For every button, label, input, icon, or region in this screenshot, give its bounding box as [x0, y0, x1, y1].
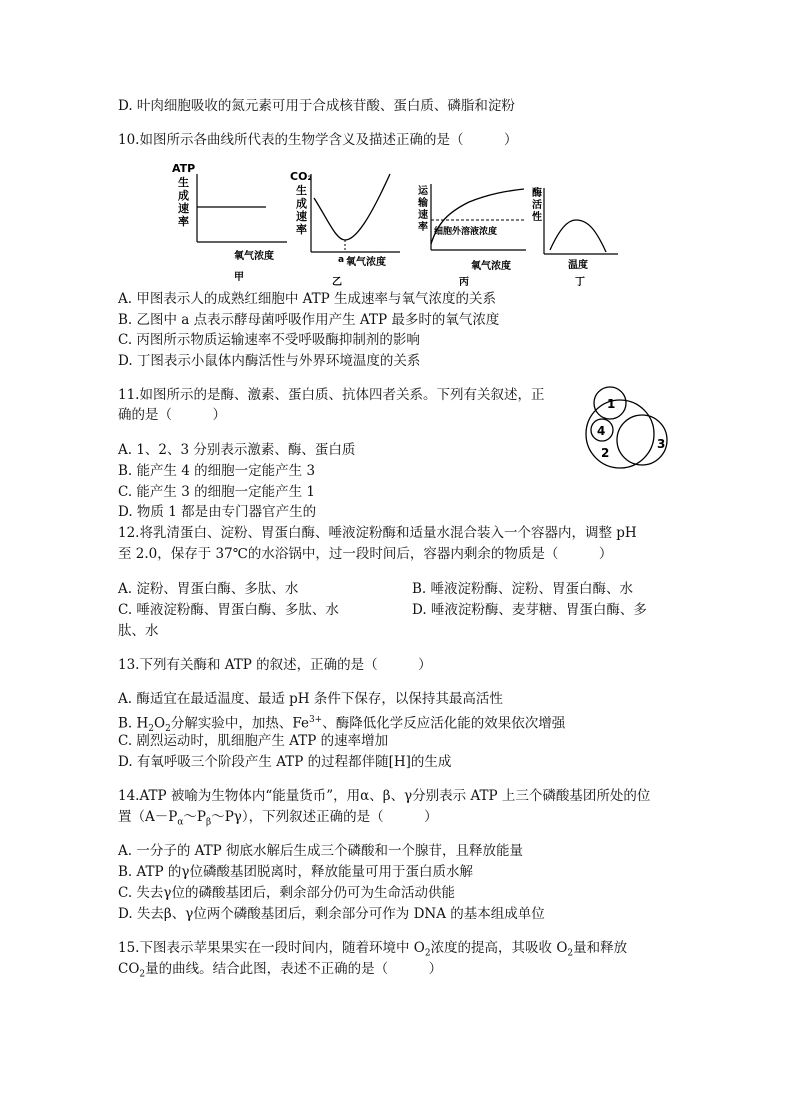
graph-jia-ylabel-1: ATP: [172, 162, 196, 175]
q14-option-d: D. 失去β、γ位两个磷酸基团后，剩余部分可作为 DNA 的基本组成单位: [118, 906, 545, 922]
graph-bing-ref-label: 细胞外溶液浓度: [434, 227, 498, 237]
graph-jia-ylabel-3: 成: [178, 189, 189, 202]
q14-option-b: B. ATP 的γ位磷酸基团脱离时，释放能量可用于蛋白质水解: [118, 864, 473, 880]
q15-s2-pre: CO: [118, 961, 140, 977]
q15-s1-pre: 15.下图表示苹果果实在一段时间内，随着环境中 O: [118, 940, 425, 956]
graph-jia-ylabel-5: 率: [178, 215, 189, 228]
q11-option-c: C. 能产生 3 的细胞一定能产生 1: [118, 484, 315, 500]
graph-yi-point-a: a: [338, 255, 345, 265]
q12-stem-line2: 至 2.0，保存于 37℃的水浴锅中，过一段时间后，容器内剩余的物质是（ ）: [118, 546, 613, 562]
q11-stem-line1: 11.如图所示的是酶、激素、蛋白质、抗体四者关系。下列有关叙述，正: [118, 387, 545, 403]
q13-option-c: C. 剧烈运动时，肌细胞产生 ATP 的速率增加: [118, 733, 389, 749]
graph-ding-xlabel: 温度: [568, 260, 588, 271]
q9-option-d: D. 叶肉细胞吸收的氮元素可用于合成核苷酸、蛋白质、磷脂和淀粉: [118, 98, 515, 114]
q10-option-c: C. 丙图所示物质运输速率不受呼吸酶抑制剂的影响: [118, 332, 420, 348]
q14-s2-mid1: ～P: [183, 809, 207, 825]
graph-bing: [414, 182, 529, 296]
graph-jia-ylabel-2: 生: [178, 176, 189, 189]
graph-bing-ylabel-3: 速: [418, 210, 428, 221]
graph-yi-ylabel-2: 生: [296, 184, 307, 197]
q11-stem-line2: 确的是（ ）: [118, 407, 226, 423]
q13-b-mid2: 分解实验中，加热、Fe: [170, 715, 309, 732]
q12-option-d-line1: D. 唾液淀粉酶、麦芽糖、胃蛋白酶、多: [412, 602, 647, 618]
q12-option-a: A. 淀粉、胃蛋白酶、多肽、水: [118, 581, 299, 597]
venn-label-4: 4: [597, 424, 606, 438]
graph-bing-xlabel: 氧气浓度: [471, 261, 511, 272]
graph-ding: [528, 184, 623, 296]
q14-stem-line1: 14.ATP 被喻为生物体内“能量货币”，用α、β、γ分别表示 ATP 上三个磷酸基团所处的位: [118, 788, 651, 804]
q13-b-mid: O: [154, 715, 166, 732]
graph-yi-ylabel-4: 速: [296, 210, 307, 223]
q13-b-sub1: 2: [148, 724, 155, 735]
q11-option-a: A. 1、2、3 分别表示激素、酶、蛋白质: [118, 442, 356, 458]
graph-ding-caption: 丁: [575, 277, 585, 288]
graph-jia-caption: 甲: [234, 272, 244, 283]
graph-ding-curve: [550, 220, 606, 252]
q12-option-d-line2: 肽、水: [118, 623, 159, 639]
q10-option-a: A. 甲图表示人的成熟红细胞中 ATP 生成速率与氧气浓度的关系: [118, 291, 497, 307]
graph-bing-ylabel-4: 率: [418, 222, 428, 233]
graph-yi-ylabel-3: 成: [296, 197, 307, 210]
q14-stem-line2: [118, 808, 438, 832]
graph-bing-ylabel-1: 运: [418, 186, 428, 197]
q13-option-a: A. 酶适宜在最适温度、最适 pH 条件下保存，以保持其最高活性: [118, 691, 503, 707]
q15-s2-sub: 2: [139, 969, 146, 980]
q13-b-sub2: 2: [165, 724, 171, 735]
q10-option-b: B. 乙图中 a 点表示酵母菌呼吸作用产生 ATP 最多时的氧气浓度: [118, 312, 500, 328]
q15-s1-sub2: 2: [567, 948, 574, 959]
q11-option-d: D. 物质 1 都是由专门器官产生的: [118, 504, 317, 520]
q13-b-pre: B. H: [118, 715, 149, 732]
q13-b-post: 、酶降低化学反应活化能的效果依次增强: [322, 715, 566, 732]
q12-option-b: B. 唾液淀粉酶、淀粉、胃蛋白酶、水: [412, 581, 634, 597]
graph-bing-caption: 丙: [459, 277, 469, 288]
graph-yi-xlabel: 氧气浓度: [346, 257, 386, 268]
q15-s1-sub: 2: [424, 948, 431, 959]
q10-stem: 10.如图所示各曲线所代表的生物学含义及描述正确的是（ ）: [118, 132, 518, 148]
q15-s2-post: 量的曲线。结合此图，表述不正确的是（ ）: [145, 961, 443, 977]
q15-stem-line2: [118, 960, 442, 984]
q15-s1-end: 量和释放: [573, 940, 628, 956]
graph-bing-ylabel-2: 输: [418, 198, 428, 209]
q14-s2-mid2: ～Pγ），下列叙述正确的是（ ）: [211, 809, 438, 825]
q13-stem: 13.下列有关酶和 ATP 的叙述，正确的是（ ）: [118, 657, 432, 673]
graph-yi-caption: 乙: [332, 277, 342, 288]
graph-yi-ylabel-1: CO₂: [290, 170, 313, 183]
q14-s2-pre: 置（A－P: [118, 809, 178, 825]
venn-label-1: 1: [607, 397, 616, 411]
q14-s2-beta: β: [206, 817, 212, 828]
graph-jia: [172, 160, 292, 289]
graph-ding-ylabel-2: 活: [532, 200, 542, 211]
q14-option-c: C. 失去γ位的磷酸基团后，剩余部分仍可为生命活动供能: [118, 885, 455, 901]
graph-ding-ylabel-3: 性: [532, 212, 542, 223]
q11-option-b: B. 能产生 4 的细胞一定能产生 3: [118, 463, 316, 479]
q10-option-d: D. 丁图表示小鼠体内酶活性与外界环境温度的关系: [118, 353, 421, 369]
graph-yi-curve: [314, 174, 390, 240]
graph-jia-xlabel: 氧气浓度: [234, 251, 274, 262]
venn-label-3: 3: [657, 437, 666, 451]
graph-yi: [290, 168, 405, 297]
q12-option-c: C. 唾液淀粉酶、胃蛋白酶、多肽、水: [118, 602, 339, 618]
venn-diagram: [578, 382, 673, 481]
q12-stem-line1: 12.将乳清蛋白、淀粉、胃蛋白酶、唾液淀粉酶和适量水混合装入一个容器内，调整 pH: [118, 525, 637, 541]
graph-yi-ylabel-5: 率: [296, 223, 307, 236]
q13-b-sup: 3+: [308, 715, 323, 725]
graph-jia-ylabel-4: 速: [178, 202, 189, 215]
q13-option-d: D. 有氧呼吸三个阶段产生 ATP 的过程都伴随[H]的生成: [118, 754, 452, 770]
q15-s1-post: 浓度的提高，其吸收 O: [430, 940, 568, 956]
q14-option-a: A. 一分子的 ATP 彻底水解后生成三个磷酸和一个腺苷，且释放能量: [118, 843, 524, 859]
venn-label-2: 2: [601, 446, 610, 460]
graph-ding-ylabel-1: 酶: [532, 188, 542, 199]
q14-s2-alpha: α: [177, 817, 184, 828]
